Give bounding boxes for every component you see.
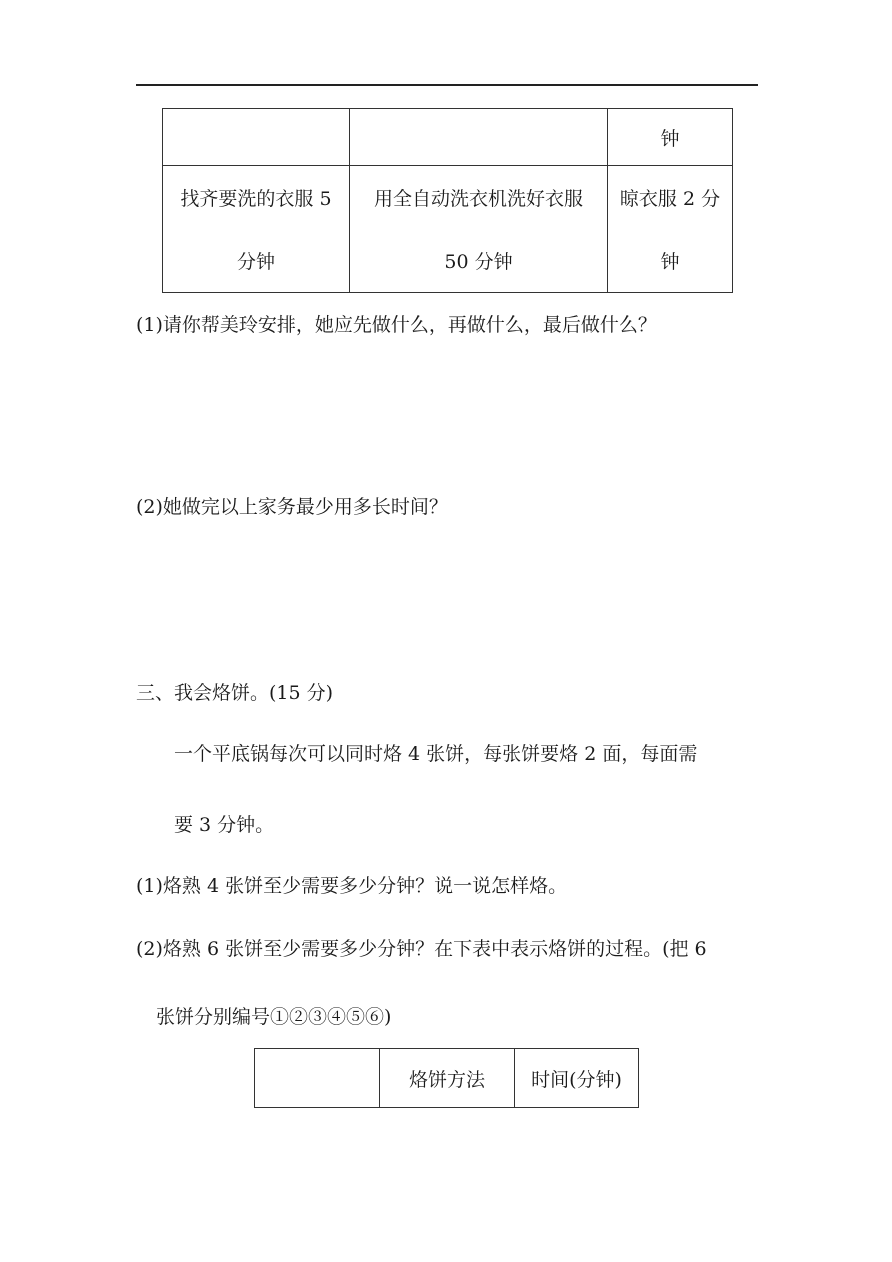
table-row [163, 166, 733, 293]
chores-table [162, 108, 733, 293]
table-cell [163, 166, 350, 293]
section3-question-2-line1: (2)烙熟 6 张饼至少需要多少分钟？在下表中表示烙饼的过程。(把 6 [136, 938, 707, 960]
table-cell [350, 109, 608, 166]
table-header-row [255, 1049, 639, 1108]
table-header-cell: 烙饼方法 [380, 1049, 515, 1108]
pancake-table [254, 1048, 639, 1108]
section3-question-1: (1)烙熟 4 张饼至少需要多少分钟？说一说怎样烙。 [136, 875, 568, 897]
cell-text-line2: 分钟 [236, 251, 275, 273]
table-cell: 钟 [608, 109, 733, 166]
table-row [163, 109, 733, 166]
cell-text-line2: 50 分钟 [444, 251, 513, 273]
question-2: (2)她做完以上家务最少用多长时间？ [136, 496, 448, 518]
intro-line-1: 一个平底锅每次可以同时烙 4 张饼，每张饼要烙 2 面，每面需 [174, 743, 698, 765]
question-1: (1)请你帮美玲安排，她应先做什么，再做什么，最后做什么？ [136, 314, 657, 336]
table-header-cell [255, 1049, 380, 1108]
header-rule [136, 84, 758, 86]
cell-text-line1: 用全自动洗衣机洗好衣服 [373, 188, 583, 210]
table-header-cell: 时间(分钟) [515, 1049, 639, 1108]
cell-text-line2: 钟 [660, 251, 680, 273]
cell-text-line1: 找齐要洗的衣服 5 [180, 188, 332, 210]
intro-line-2: 要 3 分钟。 [174, 814, 275, 836]
table-cell [608, 166, 733, 293]
section-heading: 三、我会烙饼。(15 分) [136, 682, 334, 704]
table-cell [350, 166, 608, 293]
table-cell [163, 109, 350, 166]
section3-question-2-line2: 张饼分别编号①②③④⑤⑥) [156, 1006, 392, 1028]
cell-text-line1: 晾衣服 2 分 [619, 188, 721, 210]
